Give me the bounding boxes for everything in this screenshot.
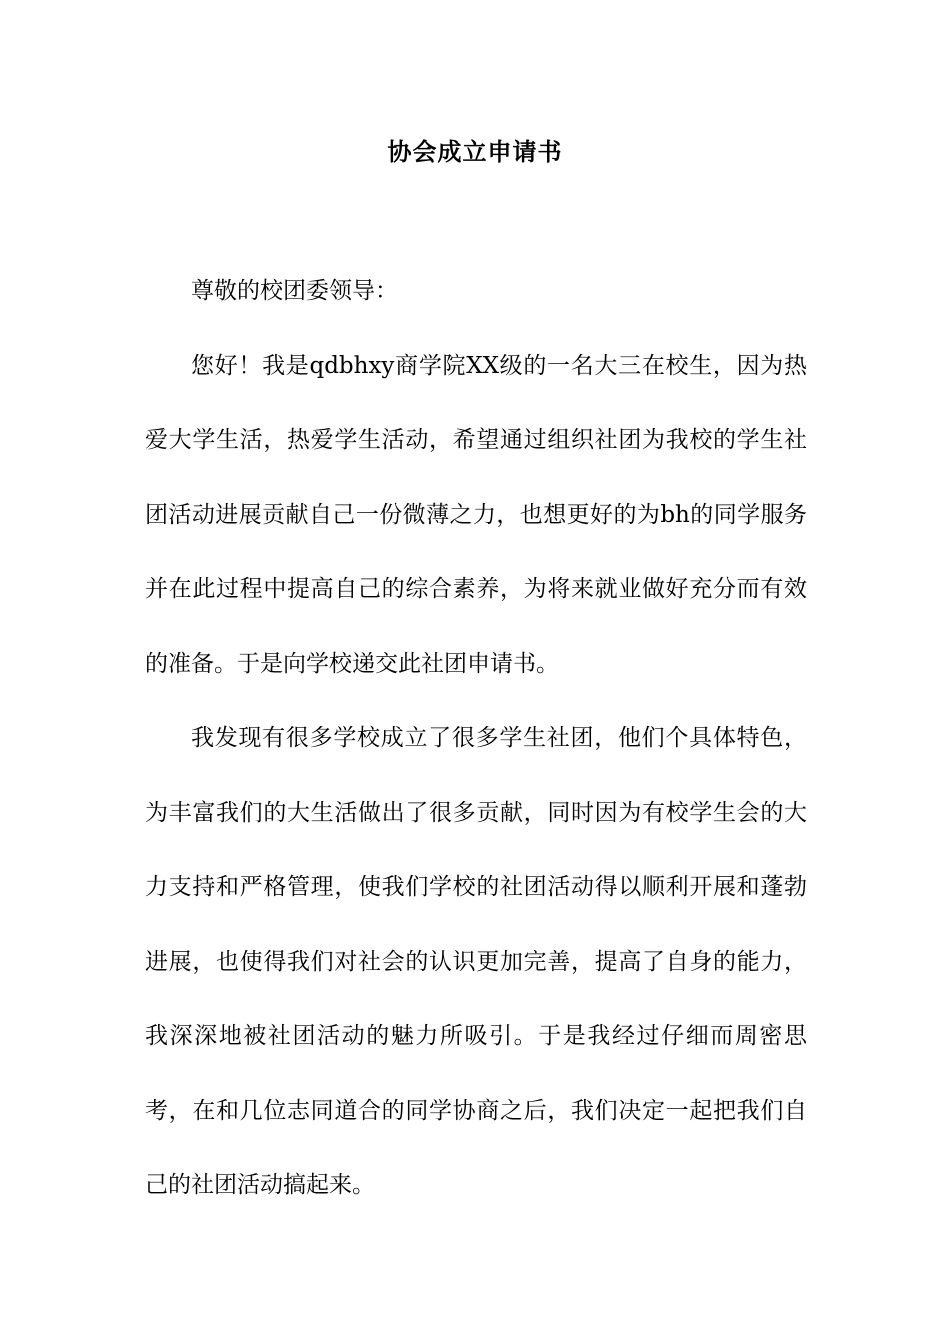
paragraph-1: 您好！我是qdbhxy商学院XX级的一名大三在校生，因为热爱大学生活，热爱学生活动，希望通过组织社团为我校的学生社团活动进展贡献自己一份微薄之力，也想更好的为bh的同学服务并在此过程中提高自己的综合素养，为将来就业做好充分而有效的准备。于是向学校递交此社团申请书。 (145, 352, 807, 677)
paragraph-2: 我发现有很多学校成立了很多学生社团，他们个具体特色，为丰富我们的大生活做出了很多贡献，同时因为有校学生会的大力支持和严格管理，使我们学校的社团活动得以顺利开展和蓬勃进展，也使得我们对社会的认识更加完善，提高了自身的能力，我深深地被社团活动的魅力所吸引。于是我经过仔细而周密思考，在和几位志同道合的同学协商之后，我们决定一起把我们自己的社团活动搞起来。 (145, 725, 807, 1198)
document-title: 协会成立申请书 (387, 137, 563, 166)
document-body (145, 254, 807, 1223)
salutation: 尊敬的校团委领导： (191, 278, 398, 304)
